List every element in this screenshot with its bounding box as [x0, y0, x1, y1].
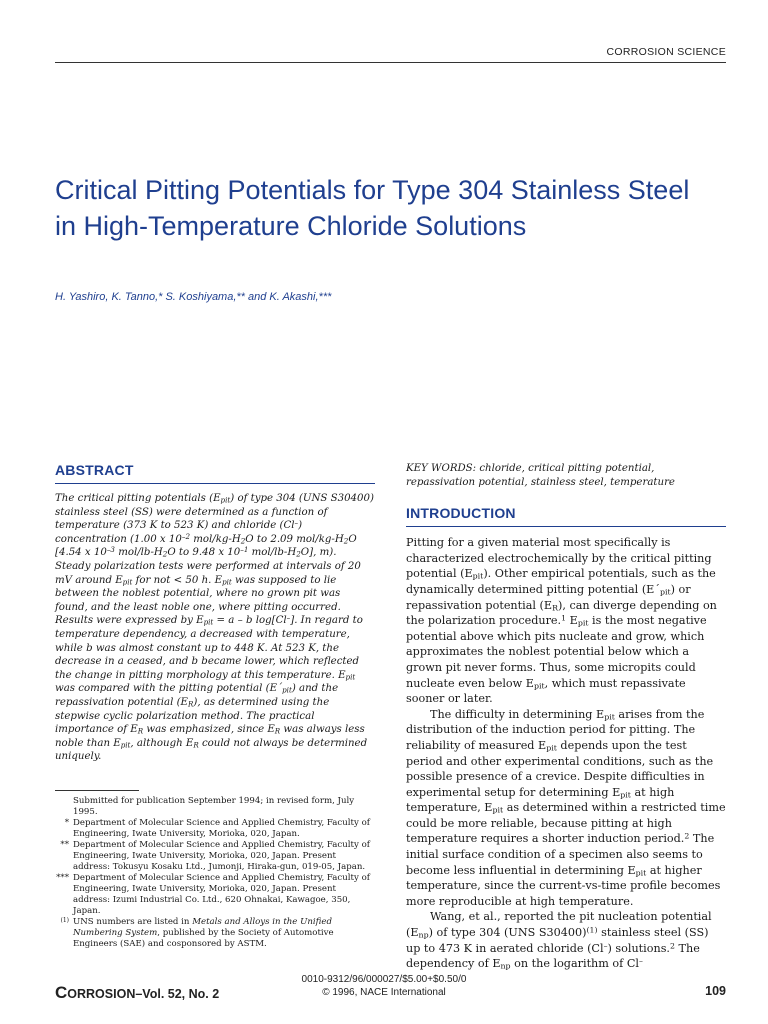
footnote-rule [55, 790, 139, 791]
footer-code: 0010-9312/96/000027/$5.00+$0.50/0 [301, 974, 467, 985]
introduction-heading: INTRODUCTION [406, 505, 516, 522]
keywords: KEY WORDS: chloride, critical pitting potential, repassivation potential, stainless steel, temperature [406, 463, 675, 488]
footnote-4: (1) UNS numbers are listed in Metals and Alloys in the Unified Numbering System, published by the Society of Automotive Engineers (SAE) and cosponsored by ASTM. [60, 917, 334, 949]
journal-section-label: CORROSION SCIENCE [606, 46, 726, 58]
intro-paragraph-3: Wang, et al., reported the pit nucleation potential $(E_{np})$ of type 304 (UNS S30400)$^{(1)}$ stainless steel (SS) up to 473 K in aerated chloride (Cl–) solutions.$^2$ The dependency of $E_{np}$ on the logarithm of Cl– [406, 910, 712, 971]
intro-paragraph-1: Pitting for a given material most specifically is characterized electrochemically by the critical pitting potential $(E_{pit})$. Other empirical potentials, such as the dynamically determined pitting potential $(E´_{pit})$ or repassivation potential $(E_R)$, can diverge depending on the polarization procedure.$^1$ $E_{pit}$ is the most negative potential above which pits nucleate and grow, which approximates the noblest potential below which a grown pit never forms. Thus, some micropits could nucleate even below $E_{pit}$, which must repassivate sooner or later. [406, 536, 717, 706]
abstract-text: The critical pitting potentials $(E_{pit})$ of type 304 (UNS S30400) stainless steel (SS) were determined as a function of temperature (373 K to 523 K) and chloride (Cl–) concentration (1.00 x $10^{-2}$ mol/$kg-H_2O$ to 2.09 mol/$kg-H_2O$ [4.54 x $10^{-3}$ mol/$lb-H_2O$ to 9.48 x $10^{-1}$ mol/$lb-H_2O$], m). Steady polarization tests were performed at intervals of 20 mV around $E_{pit}$ for not < 50 h. $E_{pit}$ was supposed to lie between the noblest potential, where no grown pit was found, and the least noble one, where pitting occurred. Results were expressed by $E_{pit} = a - b$ log[Cl–]. In regard to temperature dependency, a decreased with temperature, while b was almost constant up to 448 K. At 523 K, the decrease in a ceased, and b became lower, which reflected the change in pitting morphology at this temperature. $E_{pit}$ was compared with the pitting potential $(E´_{pit})$ and the repassivation potential $(E_R)$, as determined using the stepwise cyclic polarization method. The practical importance of $E_R$ was emphasized, since $E_R$ was always less noble than $E_{pit}$, although $E_R$ could not always be determined uniquely. [55, 493, 374, 763]
intro-paragraph-2: The difficulty in determining $E_{pit}$ arises from the distribution of the induction period for pitting. The reliability of measured $E_{pit}$ depends upon the test period and other experimental conditions, such as the possible presence of a crevice. Despite difficulties in experimental setup for determining $E_{pit}$ at high temperature, $E_{pit}$ as determined within a restricted time could be more reliable, because pitting at high temperature requires a shorter induction period.$^2$ The initial surface condition of a specimen also seems to become less influential in determining $E_{pit}$ at higher temperature, since the current-vs-time profile becomes more reproducible at high temperature. [406, 707, 726, 908]
abstract-heading: ABSTRACT [55, 462, 134, 478]
footnote-submitted: Submitted for publication September 1994; in revised form, July 1995. [73, 796, 355, 817]
footer-journal: CORROSION–Vol. 52, No. 2 [55, 983, 220, 1002]
abstract-rule [55, 483, 375, 484]
footnote-2: ** Department of Molecular Science and Applied Chemistry, Faculty of Engineering, Iwate University, Morioka, 020, Japan. Present address: Tokusyu Kosaku Ltd., Jumonji, Hiraka-gun, 019-05, Japan. [60, 840, 370, 872]
introduction-rule [406, 526, 726, 527]
footnote-1: * Department of Molecular Science and Applied Chemistry, Faculty of Engineering, Iwate University, Morioka, 020, Japan. [64, 818, 370, 839]
article-title: Critical Pitting Potentials for Type 304 Stainless Steel in High-Temperature Chloride Solutions [55, 175, 690, 241]
article-authors: H. Yashiro, K. Tanno,* S. Koshiyama,** and K. Akashi,*** [55, 291, 332, 303]
footer-copyright: © 1996, NACE International [322, 987, 446, 998]
footnotes [55, 796, 375, 950]
page-number: 109 [705, 984, 726, 998]
footnote-3: *** Department of Molecular Science and Applied Chemistry, Faculty of Engineering, Iwate University, Morioka, 020, Japan. Present address: Izumi Industrial Co. Ltd., 620 Ohnakai, Kawagoe, 350, Japan. [56, 873, 370, 916]
right-column [406, 462, 726, 972]
header-rule [55, 62, 726, 63]
introduction-body [406, 535, 726, 972]
left-column [55, 462, 375, 764]
